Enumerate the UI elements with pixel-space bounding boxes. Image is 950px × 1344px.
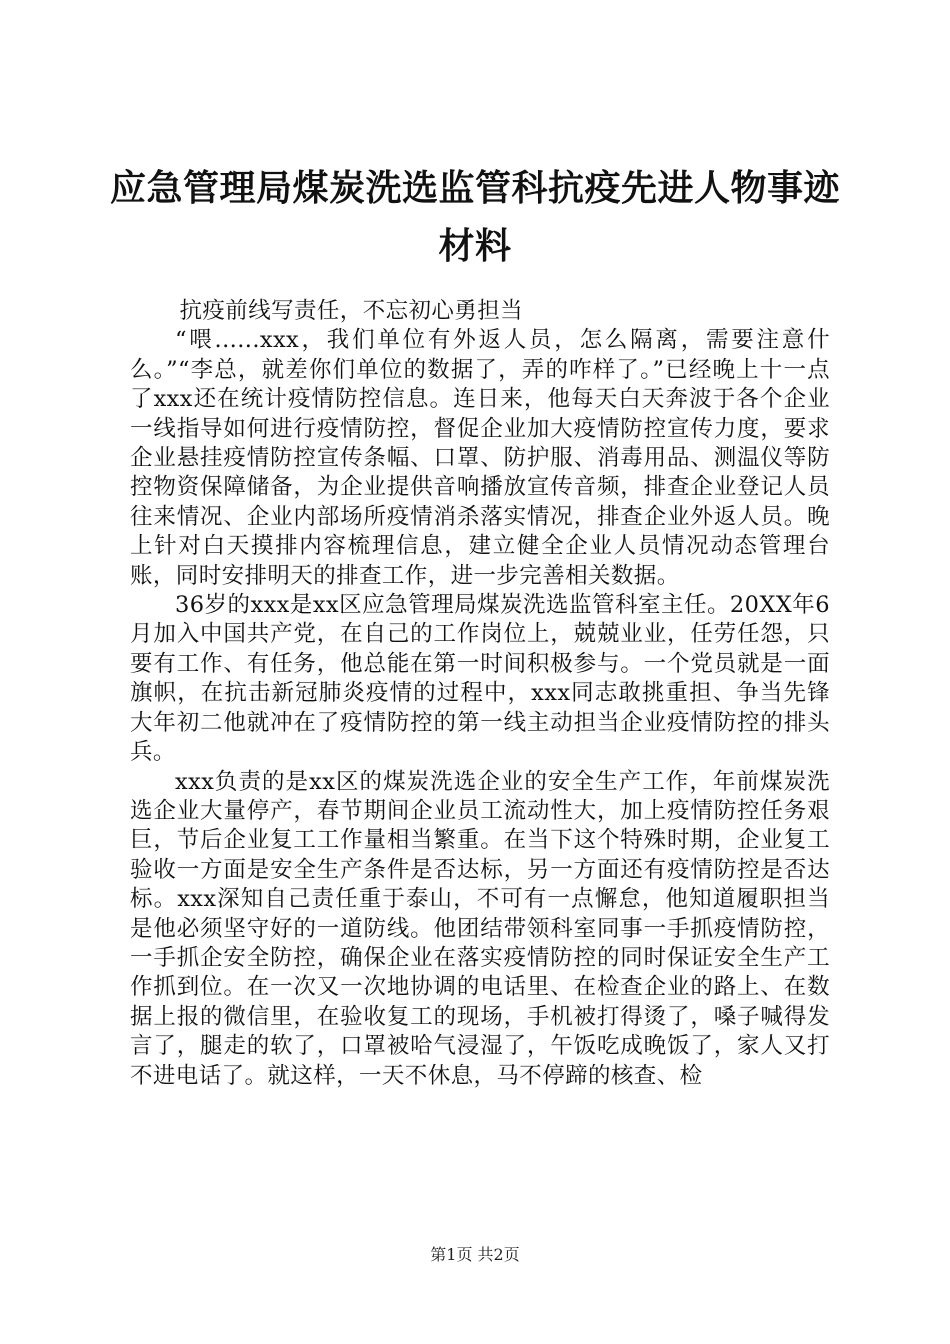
page-footer: 第1页 共2页 [430, 1245, 520, 1264]
document-body [130, 297, 830, 1091]
body-paragraph: 36岁的xxx是xx区应急管理局煤炭洗选监管科室主任。20XX年6月加入中国共产党，在自己的工作岗位上，兢兢业业，任劳任怨，只要有工作、有任务，他总能在第一时间积极参与。一个党员就是一面旗帜，在抗击新冠肺炎疫情的过程中，xxx同志敢挑重担、争当先锋大年初二他就冲在了疫情防控的第一线主动担当企业疫情防控的排头兵。 [130, 592, 830, 766]
subtitle-line: 抗疫前线写责任，不忘初心勇担当 [179, 298, 524, 324]
body-paragraph: xxx负责的是xx区的煤炭洗选企业的安全生产工作，年前煤炭洗选企业大量停产，春节期间企业员工流动性大，加上疫情防控任务艰巨，节后企业复工工作量相当繁重。在当下这个特殊时期，企业复工验收一方面是安全生产条件是否达标，另一方面还有疫情防控是否达标。xxx深知自己责任重于泰山，不可有一点懈怠，他知道履职担当是他必须坚守好的一道防线。他团结带领科室同事一手抓疫情防控，一手抓企安全防控，确保企业在落实疫情防控的同时保证安全生产工作抓到位。在一次又一次地协调的电话里、在检查企业的路上、在数据上报的微信里，在验收复工的现场，手机被打得烫了，嗓子喊得发言了，腿走的软了，口罩被哈气浸湿了，午饭吃成晚饭了，家人又打不进电话了。就这样，一天不休息，马不停蹄的核查、检 [130, 768, 830, 1089]
body-paragraph: “喂......xxx，我们单位有外返人员，怎么隔离，需要注意什么。”“李总，就差你们单位的数据了，弄的咋样了。”已经晚上十一点了xxx还在统计疫情防控信息。连日来，他每天白天奔波于各个企业一线指导如何进行疫情防控，督促企业加大疫情防控宣传力度，要求企业悬挂疫情防控宣传条幅、口罩、防护服、消毒用品、测温仪等防控物资保障储备，为企业提供音响播放宣传音频，排查企业登记人员往来情况、企业内部场所疫情消杀落实情况，排查企业外返人员。晚上针对白天摸排内容梳理信息，建立健全企业人员情况动态管理台账，同时安排明天的排查工作，进一步完善相关数据。 [130, 327, 830, 589]
document-title: 应急管理局煤炭洗选监管科抗疫先进人物事迹材料 [110, 168, 841, 267]
